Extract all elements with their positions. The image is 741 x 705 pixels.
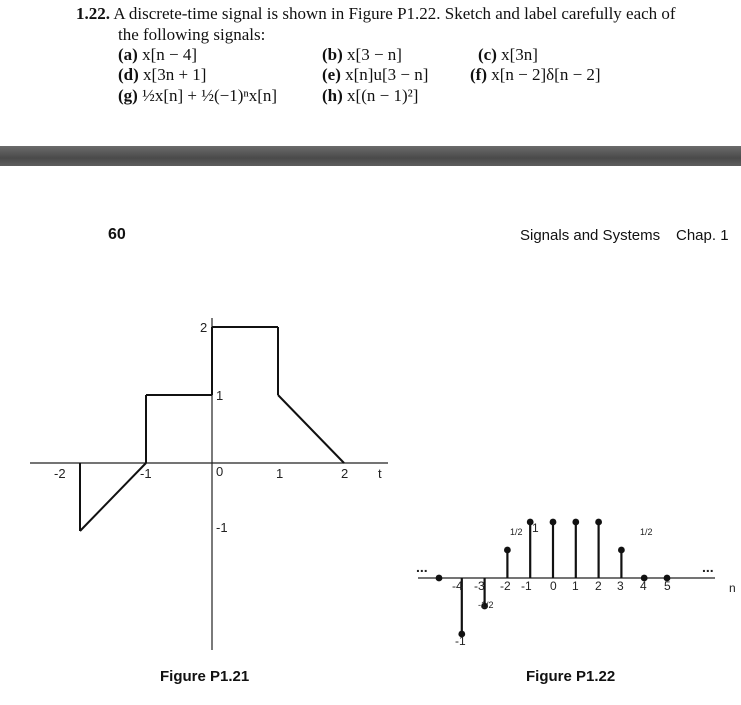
fig21-x-label: t: [378, 466, 382, 481]
fig22-point-n-5: [436, 575, 443, 582]
item-a-expr: x[n − 4]: [142, 45, 197, 64]
problem-text-1: A discrete-time signal is shown in Figure P1.22. Sketch and label carefully each of: [113, 4, 676, 23]
item-c-label: (c): [478, 45, 497, 64]
fig22-ntick-4: 4: [640, 579, 647, 593]
item-c-expr: x[3n]: [501, 45, 538, 64]
item-b-expr: x[3 − n]: [347, 45, 402, 64]
item-g-expr: ½x[n] + ½(−1)ⁿx[n]: [142, 86, 278, 105]
fig22-point-n3: [618, 547, 625, 554]
fig21-xtick-2: 2: [341, 466, 349, 481]
item-a-label: (a): [118, 45, 138, 64]
fig21-xtick-1: 1: [276, 466, 284, 481]
fig22-ntick-neg2: -2: [500, 579, 511, 593]
fig22-ellipsis-left: ...: [416, 559, 428, 575]
fig22-ntick-neg3: -3: [474, 579, 485, 593]
fig22-ntick-5: 5: [664, 579, 671, 593]
fig22-ntick-1: 1: [572, 579, 579, 593]
fig22-value-half-right: 1/2: [640, 527, 653, 537]
item-b-label: (b): [322, 45, 343, 64]
item-d-expr: x[3n + 1]: [143, 65, 207, 84]
page-number: 60: [108, 226, 126, 243]
item-d-label: (d): [118, 65, 139, 84]
caption-fig22: Figure P1.22: [526, 668, 616, 685]
problem-line-2: the following signals:: [118, 25, 266, 44]
fig22-n-label: n: [729, 581, 736, 595]
fig22-value-neg-one: -1: [455, 634, 466, 648]
fig22-value-half-left: 1/2: [510, 527, 523, 537]
item-g-label: (g): [118, 86, 138, 105]
fig21-xtick-neg1: -1: [140, 466, 152, 481]
item-e-label: (e): [322, 65, 341, 84]
fig22-value-one: 1: [532, 521, 539, 535]
item-e-expr: x[n]u[3 − n]: [345, 65, 429, 84]
fig22-ellipsis-right: ...: [702, 559, 714, 575]
fig21-xtick-0: 0: [216, 464, 224, 479]
fig22-point-n2: [595, 519, 602, 526]
fig22-point-n-2: [504, 547, 511, 554]
fig22-ntick-neg1: -1: [521, 579, 532, 593]
chapter-label: Chap. 1: [676, 227, 729, 244]
fig22-ntick-2: 2: [595, 579, 602, 593]
caption-fig21: Figure P1.21: [160, 668, 250, 685]
item-h-expr: x[(n − 1)²]: [347, 86, 419, 105]
fig21-ytick-neg1: -1: [216, 520, 228, 535]
fig22-point-n1: [572, 519, 579, 526]
book-title: Signals and Systems: [520, 227, 661, 244]
fig21-ytick-1: 1: [216, 388, 224, 403]
fig22-ntick-neg4: -4: [452, 579, 463, 593]
fig22-ntick-0: 0: [550, 579, 557, 593]
fig22-value-neg-half: -1/2: [478, 600, 494, 610]
item-h-label: (h): [322, 86, 343, 105]
fig22-ntick-3: 3: [617, 579, 624, 593]
item-f-expr: x[n − 2]δ[n − 2]: [491, 65, 601, 84]
item-f-label: (f): [470, 65, 487, 84]
fig21-ytick-2: 2: [200, 320, 208, 335]
problem-number: 1.22.: [76, 4, 110, 23]
fig21-xtick-neg2: -2: [54, 466, 66, 481]
fig22-point-n0: [550, 519, 557, 526]
